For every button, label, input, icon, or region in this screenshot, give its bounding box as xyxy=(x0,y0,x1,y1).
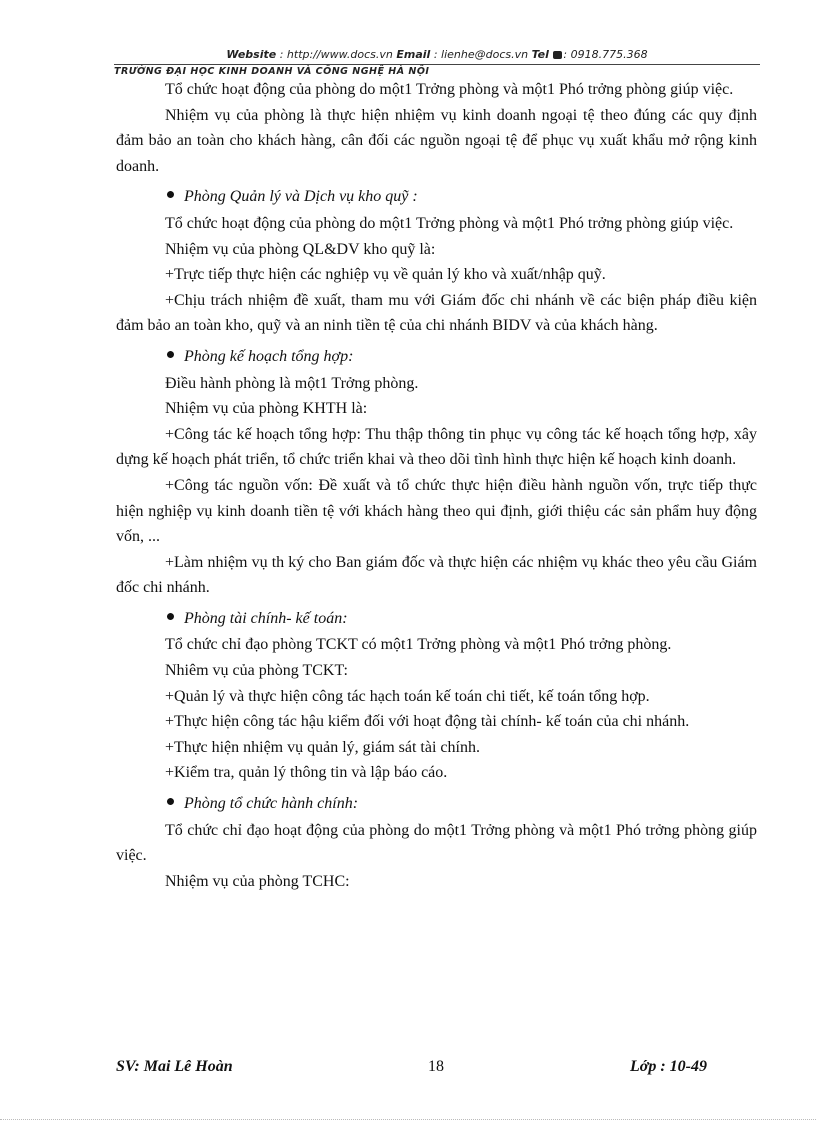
website-value: : http://www.docs.vn xyxy=(279,48,393,61)
paragraph: Điều hành phòng là một1 Trởng phòng. xyxy=(165,374,419,392)
paragraph: +Trực tiếp thực hiện các nghiệp vụ về quản lý kho và xuất/nhập quỹ. xyxy=(165,266,606,284)
paragraph: Nhiệm vụ của phòng KHTH là: xyxy=(165,400,368,418)
tel-label: Tel xyxy=(531,48,549,61)
page-bottom-border xyxy=(0,1119,816,1120)
paragraph: Nhiêm vụ của phòng TCKT: xyxy=(165,662,348,680)
website-label: Website xyxy=(226,48,277,61)
document-body xyxy=(116,77,757,894)
tel-value: : 0918.775.368 xyxy=(563,48,648,61)
bullet-icon xyxy=(166,190,175,199)
section-heading xyxy=(116,184,757,210)
paragraph: +Làm nhiệm vụ th ký cho Ban giám đốc và thực hiện các nhiệm vụ khác theo yêu cầu Giám đốc chi nhánh. xyxy=(116,553,757,597)
student-name: SV: Mai Lê Hoàn xyxy=(116,1058,233,1075)
class-label: Lớp : 10-49 xyxy=(629,1058,707,1075)
bullet-icon xyxy=(166,797,175,806)
paragraph: +Chịu trách nhiệm đề xuất, tham mu với Giám đốc chi nhánh về các biện pháp điều kiện đảm bảo an toàn kho, quỹ và an ninh tiền tệ của chi nhánh BIDV và của khách hàng. xyxy=(116,291,757,335)
section-heading xyxy=(116,606,757,632)
bullet-icon xyxy=(166,350,175,359)
paragraph: +Thực hiện nhiệm vụ quản lý, giám sát tài chính. xyxy=(165,738,480,756)
page-footer xyxy=(116,1058,757,1080)
section-heading xyxy=(116,791,757,817)
header-rule xyxy=(114,64,760,65)
paragraph: Nhiệm vụ của phòng QL&DV kho quỹ là: xyxy=(165,240,436,258)
school-name: TRƯỜNG ĐẠI HỌC KINH DOANH VÀ CÔNG NGHỆ HÀ NỘI xyxy=(114,66,430,77)
paragraph: Tổ chức chỉ đạo hoạt động của phòng do một1 Trởng phòng và một1 Phó trởng phòng giúp việc. xyxy=(116,821,757,865)
paragraph: +Thực hiện công tác hậu kiểm đối với hoạt động tài chính- kế toán của chi nhánh. xyxy=(165,713,690,731)
paragraph: +Công tác nguồn vốn: Đề xuất và tổ chức thực hiện điều hành nguồn vốn, trực tiếp thực hiện nghiệp vụ kinh doanh tiền tệ với khách hàng theo qui định, giới thiệu các sản phẩm huy động vốn, ... xyxy=(116,476,757,546)
phone-icon xyxy=(553,51,562,59)
section-heading-text: Phòng kế hoạch tổng hợp: xyxy=(184,347,354,365)
section-heading xyxy=(116,344,757,370)
email-value: : lienhe@docs.vn xyxy=(433,48,529,61)
paragraph: Nhiệm vụ của phòng TCHC: xyxy=(165,872,350,890)
page-number: 18 xyxy=(428,1058,444,1075)
paragraph: Tổ chức chỉ đạo phòng TCKT có một1 Trởng phòng và một1 Phó trởng phòng. xyxy=(165,636,672,654)
section-heading-text: Phòng tổ chức hành chính: xyxy=(184,795,359,813)
paragraph: +Kiểm tra, quản lý thông tin và lập báo cáo. xyxy=(165,764,448,782)
section-heading-text: Phòng Quản lý và Dịch vụ kho quỹ : xyxy=(184,188,418,206)
bullet-icon xyxy=(166,612,175,621)
email-label: Email xyxy=(396,48,431,61)
header-contact-line xyxy=(114,47,760,63)
paragraph: Tổ chức hoạt động của phòng do một1 Trởng phòng và một1 Phó trởng phòng giúp việc. xyxy=(165,81,734,98)
paragraph: +Quản lý và thực hiện công tác hạch toán kế toán chi tiết, kế toán tổng hợp. xyxy=(165,687,650,705)
section-heading-text: Phòng tài chính- kế toán: xyxy=(184,609,348,627)
paragraph: Tổ chức hoạt động của phòng do một1 Trởng phòng và một1 Phó trởng phòng giúp việc. xyxy=(165,214,734,232)
paragraph: Nhiệm vụ của phòng là thực hiện nhiệm vụ kinh doanh ngoại tệ theo đúng các quy định đảm bảo an toàn cho khách hàng, cân đối các nguồn ngoại tệ để phục vụ xuất khẩu mở rộng kinh doanh. xyxy=(116,106,757,175)
page-header xyxy=(114,47,760,78)
paragraph: +Công tác kế hoạch tổng hợp: Thu thập thông tin phục vụ công tác kế hoạch tổng hợp, xây dựng kế hoạch phát triển, tổ chức triển khai và theo dõi tình hình thực hiện kế hoạch kinh doanh. xyxy=(116,425,757,469)
